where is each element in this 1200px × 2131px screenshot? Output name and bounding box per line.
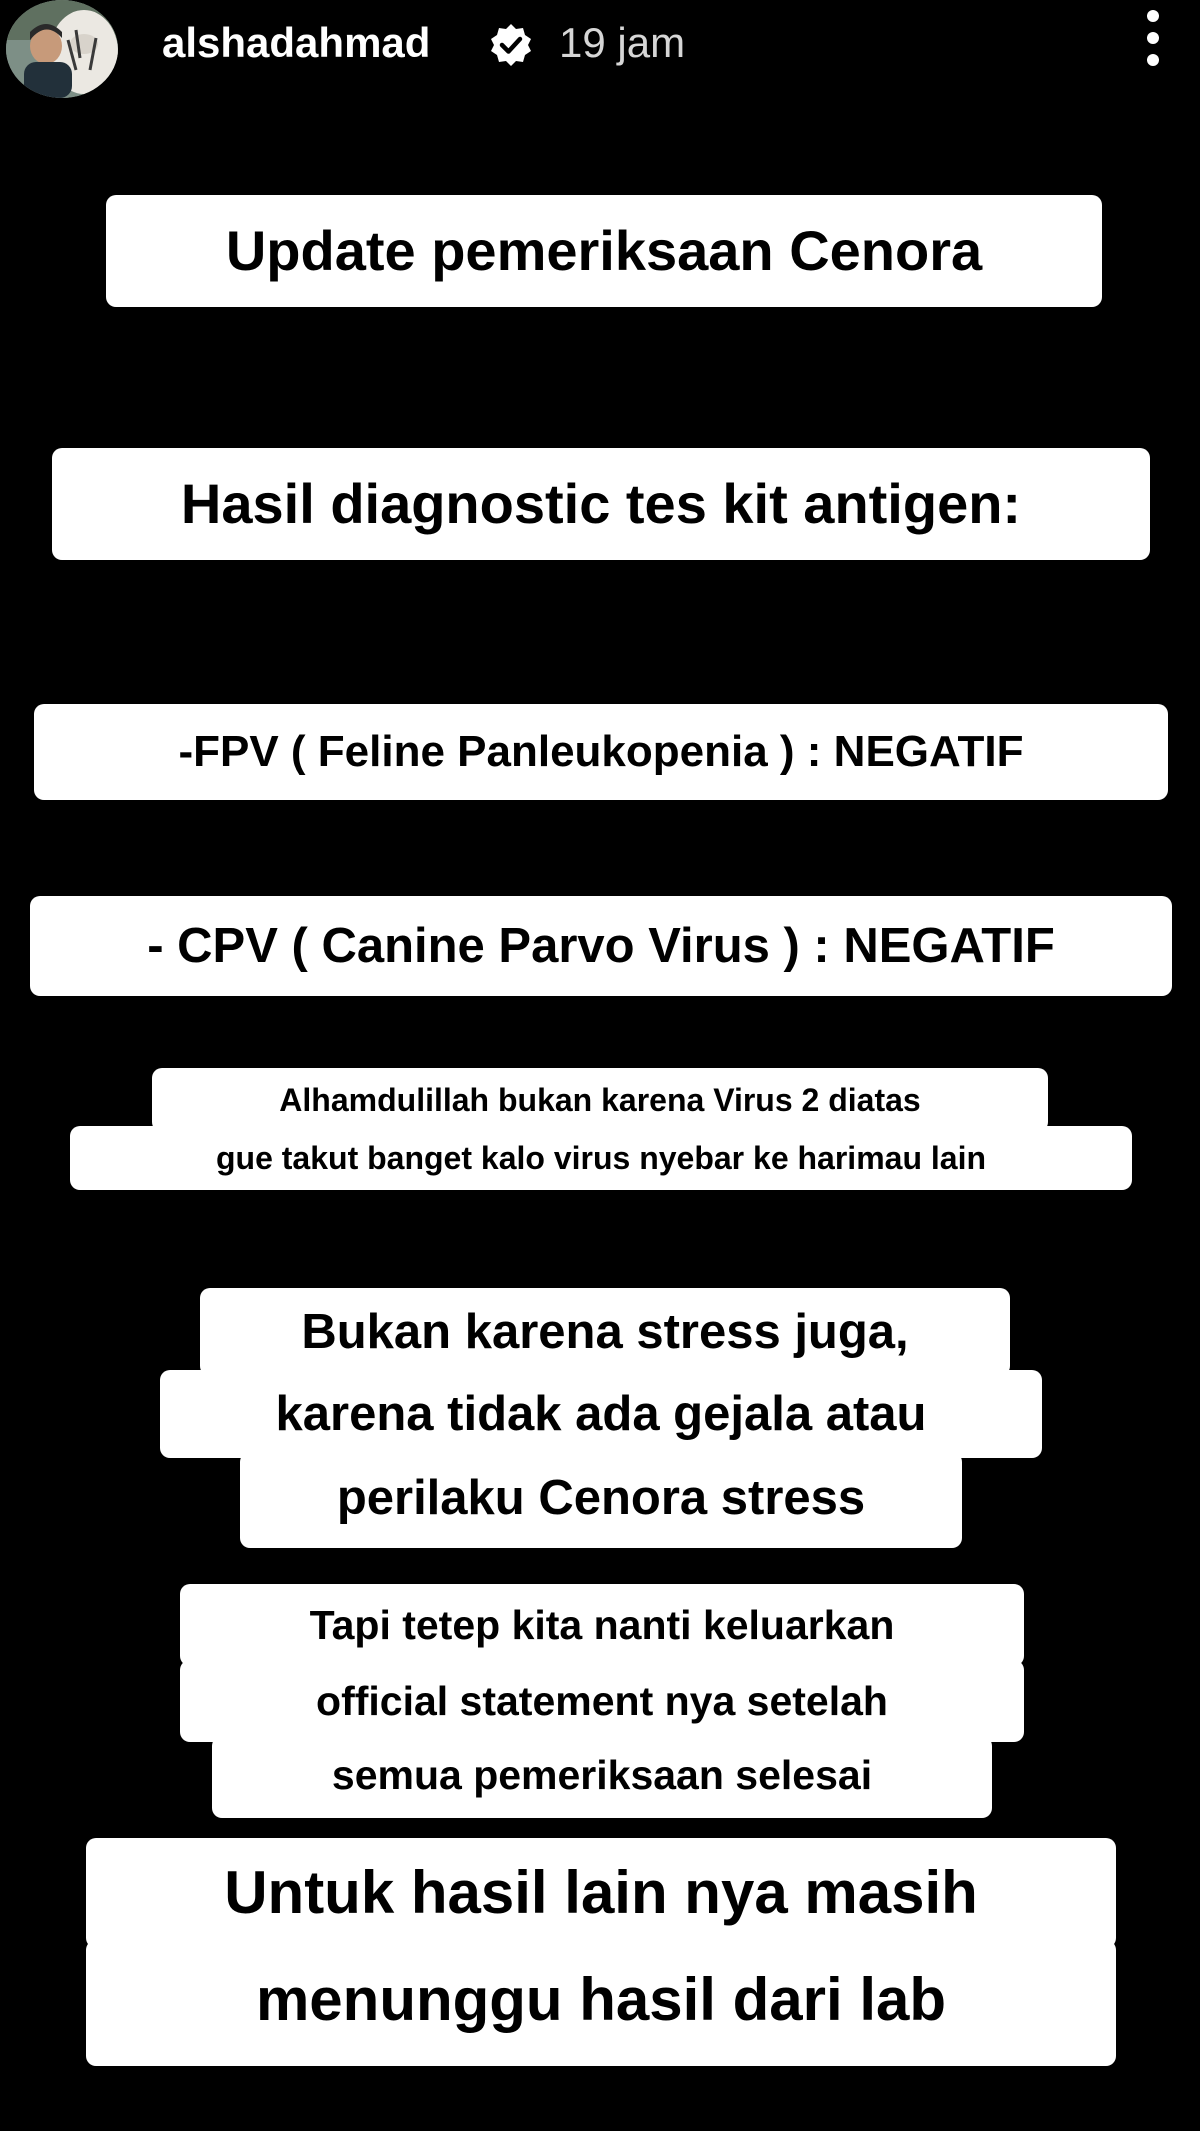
avatar[interactable] xyxy=(6,0,118,98)
caption-subtitle xyxy=(52,448,1150,560)
caption-stress-text-3: perilaku Cenora stress xyxy=(336,1471,866,1525)
caption-alhamdulillah-line-1 xyxy=(152,1068,1048,1132)
story-header xyxy=(0,0,1200,90)
caption-fpv-text: -FPV ( Feline Panleukopenia ) : NEGATIF xyxy=(178,727,1024,776)
caption-statement-line-1 xyxy=(180,1584,1024,1666)
avatar-image xyxy=(6,0,118,98)
caption-alhamdulillah-text-2: gue takut banget kalo virus nyebar ke harimau lain xyxy=(215,1140,986,1176)
caption-lab-text-2: menunggu hasil dari lab xyxy=(255,1966,947,2033)
caption-title-text: Update pemeriksaan Cenora xyxy=(225,219,983,282)
caption-alhamdulillah-line-2 xyxy=(70,1126,1132,1190)
caption-statement-text-3: semua pemeriksaan selesai xyxy=(331,1752,873,1798)
caption-stress-text-1: Bukan karena stress juga, xyxy=(301,1305,909,1359)
caption-fpv-result xyxy=(34,704,1168,800)
verified-badge-icon xyxy=(488,22,534,68)
caption-statement-line-3 xyxy=(212,1736,992,1818)
caption-cpv-result xyxy=(30,896,1172,996)
caption-stress-line-3 xyxy=(240,1452,962,1548)
caption-lab-text-1: Untuk hasil lain nya masih xyxy=(224,1859,978,1926)
username[interactable]: alshadahmad xyxy=(162,19,431,66)
caption-alhamdulillah-text-1: Alhamdulillah bukan karena Virus 2 diatas xyxy=(279,1082,921,1118)
caption-statement-text-1: Tapi tetep kita nanti keluarkan xyxy=(309,1602,895,1648)
caption-stress-line-1 xyxy=(200,1288,1010,1376)
caption-subtitle-text: Hasil diagnostic tes kit antigen: xyxy=(180,472,1022,535)
caption-lab-line-1 xyxy=(86,1838,1116,1948)
caption-cpv-text: - CPV ( Canine Parvo Virus ) : NEGATIF xyxy=(147,919,1055,973)
caption-lab-line-2 xyxy=(86,1940,1116,2066)
caption-statement-text-2: official statement nya setelah xyxy=(316,1678,888,1724)
caption-statement-line-2 xyxy=(180,1660,1024,1742)
more-vertical-icon[interactable] xyxy=(1138,10,1168,72)
caption-stress-line-2 xyxy=(160,1370,1042,1458)
caption-stress-text-2: karena tidak ada gejala atau xyxy=(275,1387,927,1441)
caption-title xyxy=(106,195,1102,307)
post-time: 19 jam xyxy=(559,19,686,66)
